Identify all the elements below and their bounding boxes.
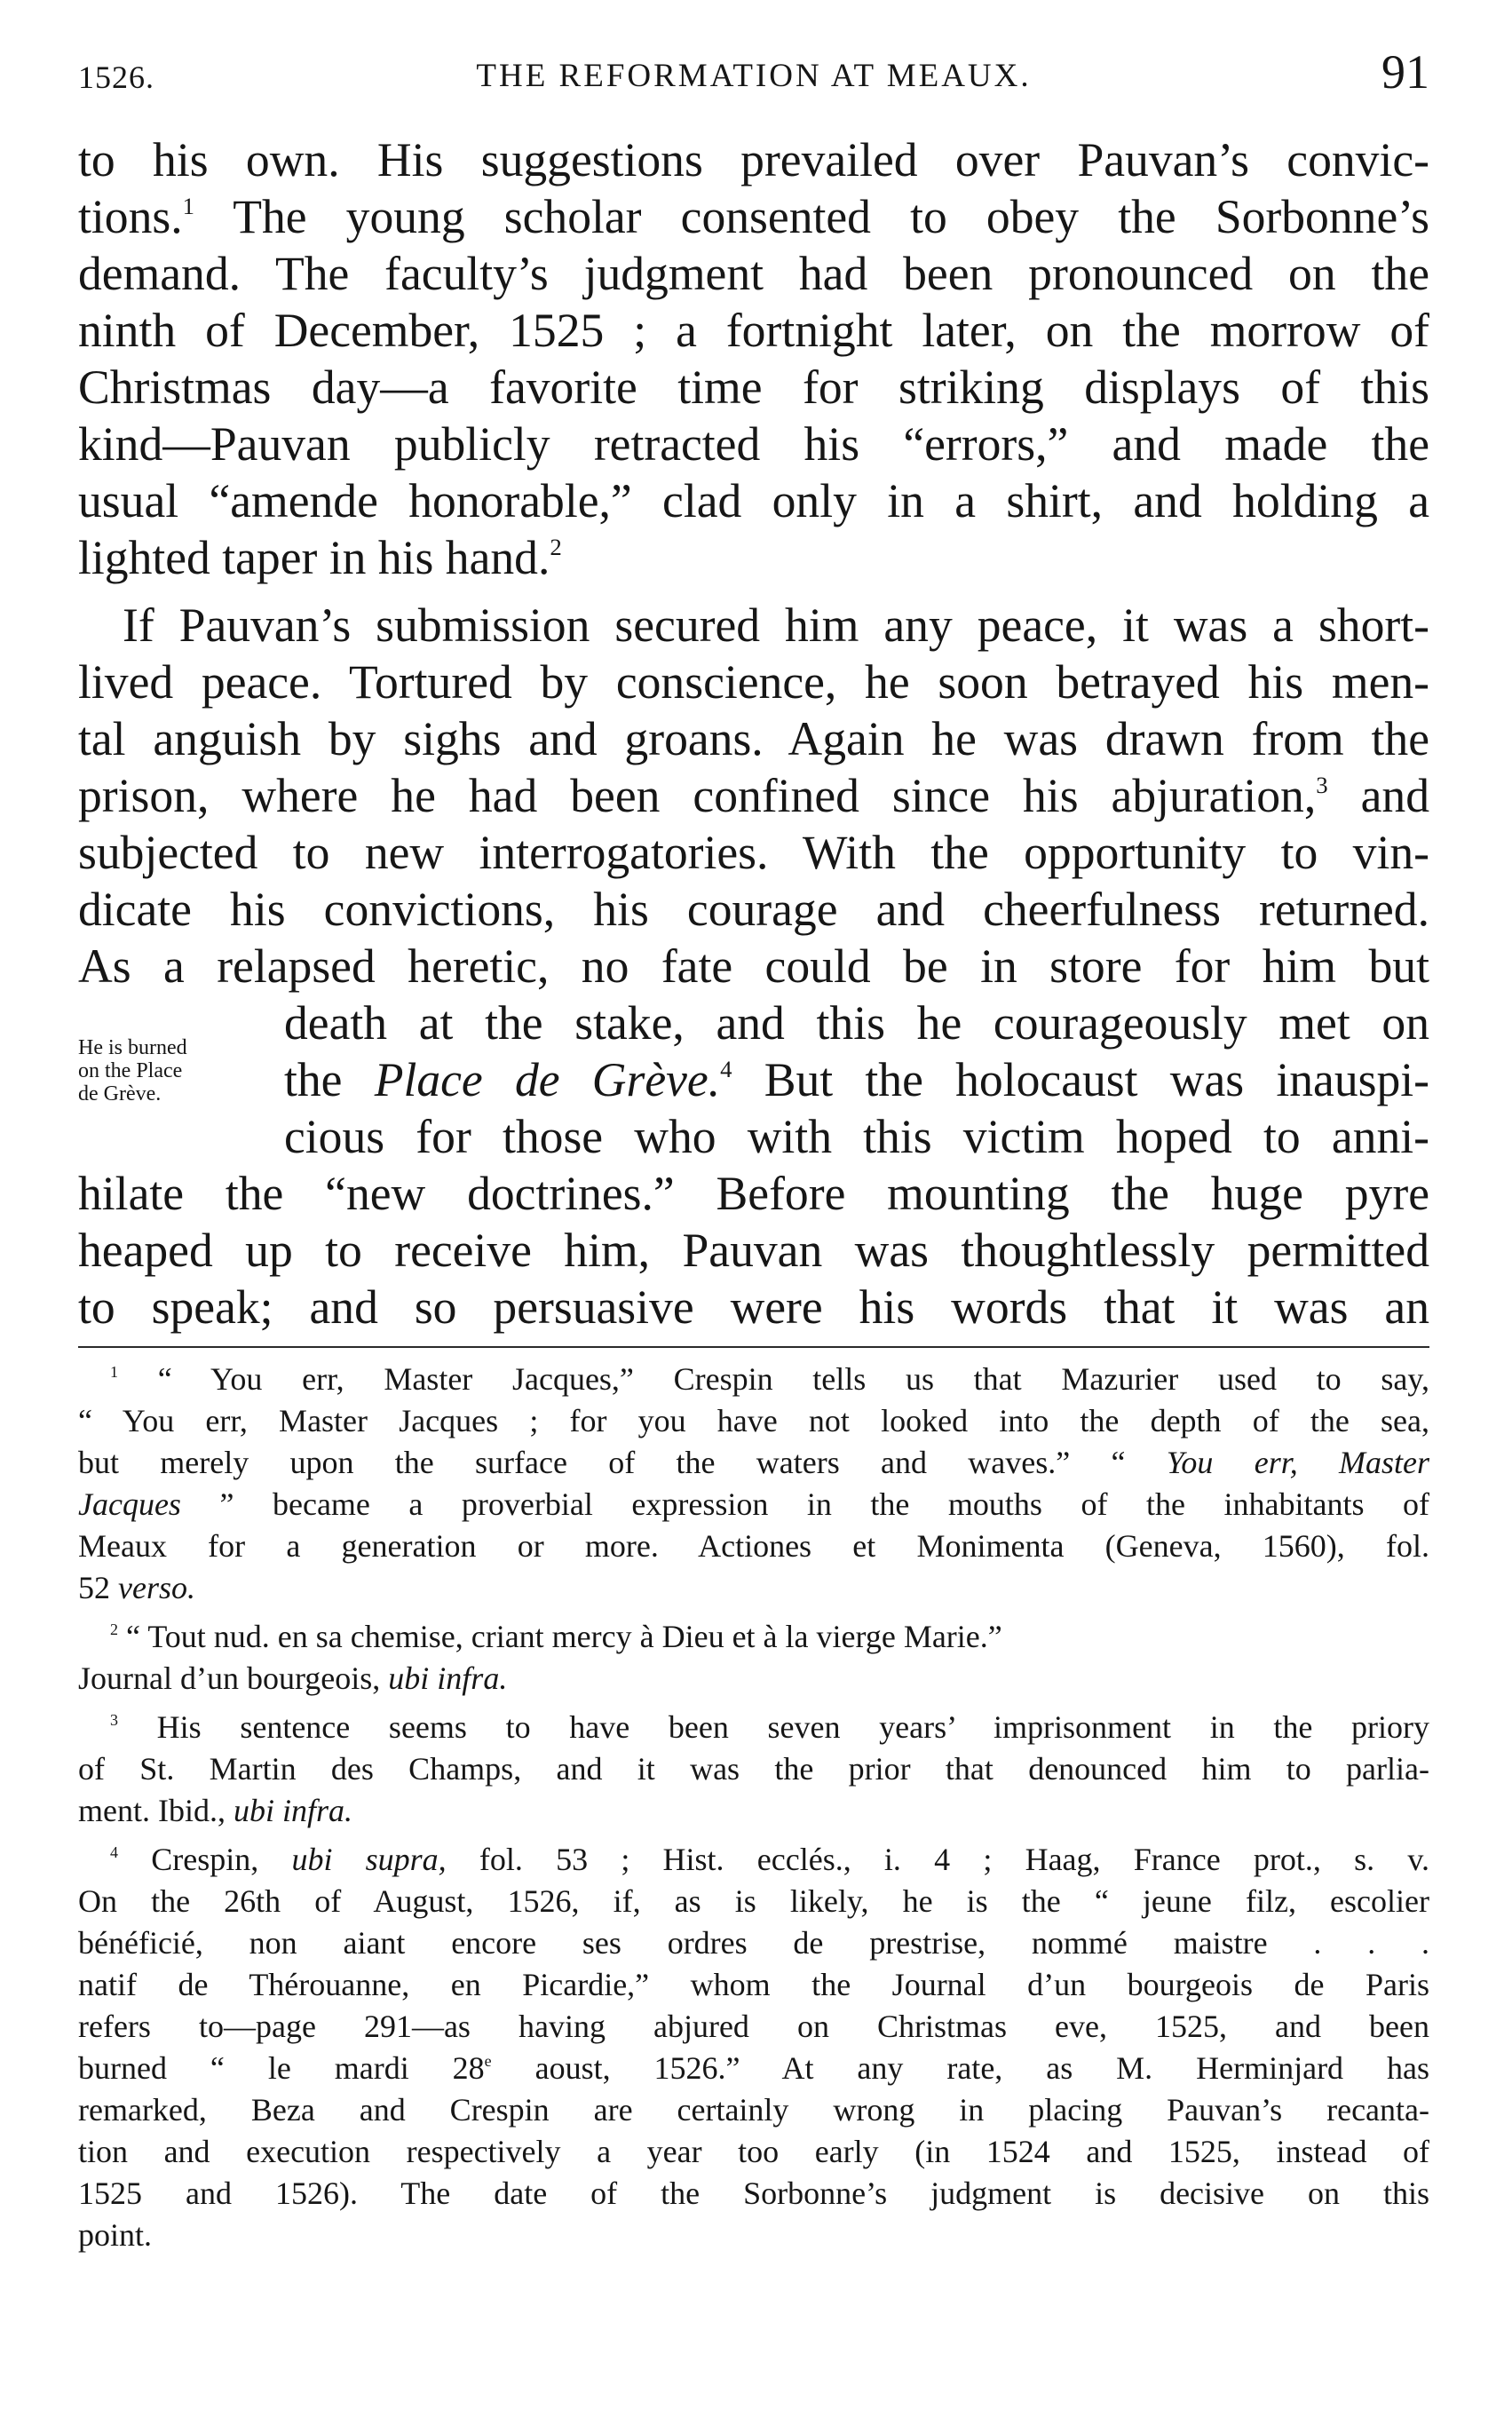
running-header	[78, 44, 1429, 107]
footnote-ref: 2	[550, 533, 562, 560]
footnote-mark: 2	[110, 1620, 118, 1638]
footnote-3: $^3$ His sentence seems to have been seven years’ imprisonment in the priory of St. Martin des Champs, and it was the prior that denounced him to parlia- ment. Ibid., ubi infra.	[78, 1709, 1429, 1828]
text-line: death at the stake, and this he courageously met on	[284, 996, 1429, 1050]
text-line: to speak; and so persuasive were his words that it was an	[78, 1280, 1429, 1334]
header-title: THE REFORMATION AT MEAUX.	[476, 58, 1032, 94]
text-line: dicate his convictions, his courage and cheerfulness returned.	[78, 883, 1429, 936]
text-line: heaped up to receive him, Pauvan was thoughtlessly permitted	[78, 1224, 1429, 1277]
footnote-mark: 4	[110, 1842, 118, 1861]
text-line: subjected to new interrogatories. With the opportunity to vin-	[78, 826, 1429, 879]
footnote-ref: 4	[720, 1055, 732, 1082]
text-line: prison, where he had been confined since his abjuration,$^3$ and	[78, 769, 1429, 822]
text-line: lighted taper in his hand.$^2$	[78, 531, 562, 584]
text-line: kind—Pauvan publicly retracted his “errors,” and made the	[78, 417, 1429, 471]
footnote-1: $^1$ “ You err, Master Jacques,” Crespin tells us that Mazurier used to say, “ You err, Master Jacques ; for you have not looked into the depth of the sea, but merely upon the surface of the waters and waves.” “ You err, Master Jacques ” became a proverbial expression in the mouths of the inhabitants of Meaux for a generation or more. Actiones et Monimenta (Geneva, 1560), fol. 52 verso.	[78, 1361, 1429, 1605]
body-paragraph-1	[78, 131, 1429, 586]
text-line: As a relapsed heretic, no fate could be in store for him but	[78, 939, 1429, 993]
margin-note: He is burned on the Place de Grève.	[78, 1036, 187, 1105]
body-paragraph-2	[78, 597, 1429, 1335]
text-line: tal anguish by sighs and groans. Again he was drawn from the	[78, 712, 1429, 765]
footnotes	[78, 1359, 1429, 2256]
footnote-divider	[78, 1346, 1429, 1348]
footnote-mark: 1	[110, 1362, 118, 1381]
text-line: ninth of December, 1525 ; a fortnight later, on the morrow of	[78, 304, 1429, 357]
footnote-mark: 3	[110, 1710, 118, 1729]
text-line: demand. The faculty’s judgment had been pronounced on the	[78, 247, 1429, 300]
footnote-2: $^2$ “ Tout nud. en sa chemise, criant mercy à Dieu et à la vierge Marie.” Journal d’un bourgeois, ubi infra.	[78, 1619, 1002, 1696]
text-line: cious for those who with this victim hoped to anni-	[284, 1110, 1429, 1163]
header-year: 1526.	[78, 59, 154, 95]
text-line: the Place de Grève.$^4$ But the holocaust was inauspi-	[284, 1053, 1430, 1106]
footnote-4: $^4$ Crespin, ubi supra, fol. 53 ; Hist. ecclés., i. 4 ; Haag, France prot., s. v. On the 26th of August, 1526, if, as is likely, he is the “ jeune filz, escolier bénéficié, non aiant encore ses ordres de prestrise, nommé maistre . . . natif de Thérouanne, en Picardie,” whom the Journal d’un bourgeois de Paris refers to—page 291—as having abjured on Christmas eve, 1525, and been burned “ le mardi 28e aoust, 1526.” At any rate, as M. Herminjard has remarked, Beza and Crespin are certainly wrong in placing Pauvan’s recanta- tion and execution respectively a year too early (in 1524 and 1525, instead of 1525 and 1526). The date of the Sorbonne’s judgment is decisive on this point.	[78, 1842, 1430, 2253]
footnote-ref: 1	[182, 192, 195, 219]
text-line: If Pauvan’s submission secured him any peace, it was a short-	[123, 598, 1429, 652]
page-number: 91	[1381, 45, 1429, 99]
footnote-ref: 3	[1316, 771, 1328, 798]
text-line: usual “amende honorable,” clad only in a shirt, and holding a	[78, 474, 1429, 527]
text-line: to his own. His suggestions prevailed over Pauvan’s convic-	[78, 133, 1429, 186]
text-line: tions.$^1$ The young scholar consented to obey the Sorbonne’s	[78, 190, 1429, 243]
text-line: Christmas day—a favorite time for striking displays of this	[78, 361, 1429, 414]
text-line: hilate the “new doctrines.” Before mounting the huge pyre	[78, 1167, 1429, 1220]
text-line: lived peace. Tortured by conscience, he soon betrayed his men-	[78, 655, 1429, 709]
